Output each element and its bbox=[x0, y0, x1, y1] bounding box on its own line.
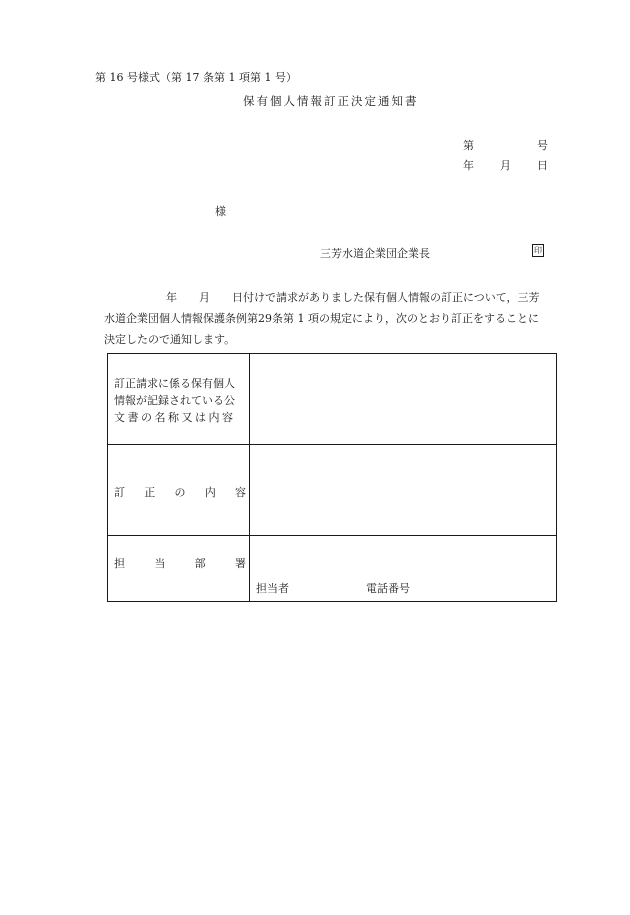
document-label bbox=[114, 375, 236, 426]
document-label-line-3: 文書の名称又は内容 bbox=[114, 411, 236, 424]
month-label: 月 bbox=[500, 159, 511, 172]
content-label-char: 内 bbox=[204, 486, 216, 499]
department-label bbox=[114, 555, 246, 571]
document-label-line-1: 訂正請求に係る保有個人 bbox=[114, 377, 235, 390]
year-label: 年 bbox=[463, 159, 474, 172]
table-row-content bbox=[108, 445, 556, 536]
number-suffix: 号 bbox=[537, 139, 548, 152]
content-value-cell[interactable] bbox=[250, 445, 556, 535]
day-label: 日 bbox=[537, 159, 548, 172]
department-label-char: 担 bbox=[114, 557, 125, 570]
content-label-cell bbox=[108, 445, 250, 535]
notice-body bbox=[104, 287, 578, 350]
addressee-honorific: 様 bbox=[215, 205, 226, 218]
document-title: 保有個人情報訂正決定通知書 bbox=[243, 94, 419, 108]
body-line-1: 年 月 日付けで請求がありました保有個人情報の訂正について，三芳 bbox=[166, 291, 540, 304]
content-label-char: 訂 bbox=[114, 486, 125, 499]
department-value-cell[interactable] bbox=[250, 536, 556, 602]
department-label-char: 当 bbox=[154, 557, 166, 570]
content-label-char: の bbox=[174, 486, 186, 499]
body-line-2: 水道企業団個人情報保護条例第29条第 1 項の規定により，次のとおり訂正をすることに bbox=[104, 312, 539, 325]
correction-table bbox=[107, 353, 557, 602]
document-label-line-2: 情報が記録されている公 bbox=[114, 394, 235, 407]
table-row-document bbox=[108, 354, 556, 445]
body-line-3: 決定したので通知します。 bbox=[104, 333, 236, 346]
document-value-cell[interactable] bbox=[250, 354, 556, 444]
seal-mark: 印 bbox=[534, 246, 542, 255]
table-row-department bbox=[108, 536, 556, 602]
document-label-cell bbox=[108, 354, 250, 444]
content-label-char: 容 bbox=[235, 486, 246, 499]
department-label-char: 署 bbox=[234, 557, 246, 570]
department-label-cell bbox=[108, 536, 250, 602]
form-number: 第 16 号様式（第 17 条第 1 項第 1 号） bbox=[95, 71, 297, 84]
phone-label: 電話番号 bbox=[366, 582, 410, 595]
content-label bbox=[114, 484, 246, 500]
issuer-name: 三芳水道企業団企業長 bbox=[320, 247, 430, 260]
department-label-char: 部 bbox=[194, 557, 206, 570]
staff-line bbox=[256, 580, 410, 596]
number-prefix: 第 bbox=[463, 139, 474, 152]
content-label-char: 正 bbox=[144, 486, 156, 499]
staff-label: 担当者 bbox=[256, 582, 289, 595]
